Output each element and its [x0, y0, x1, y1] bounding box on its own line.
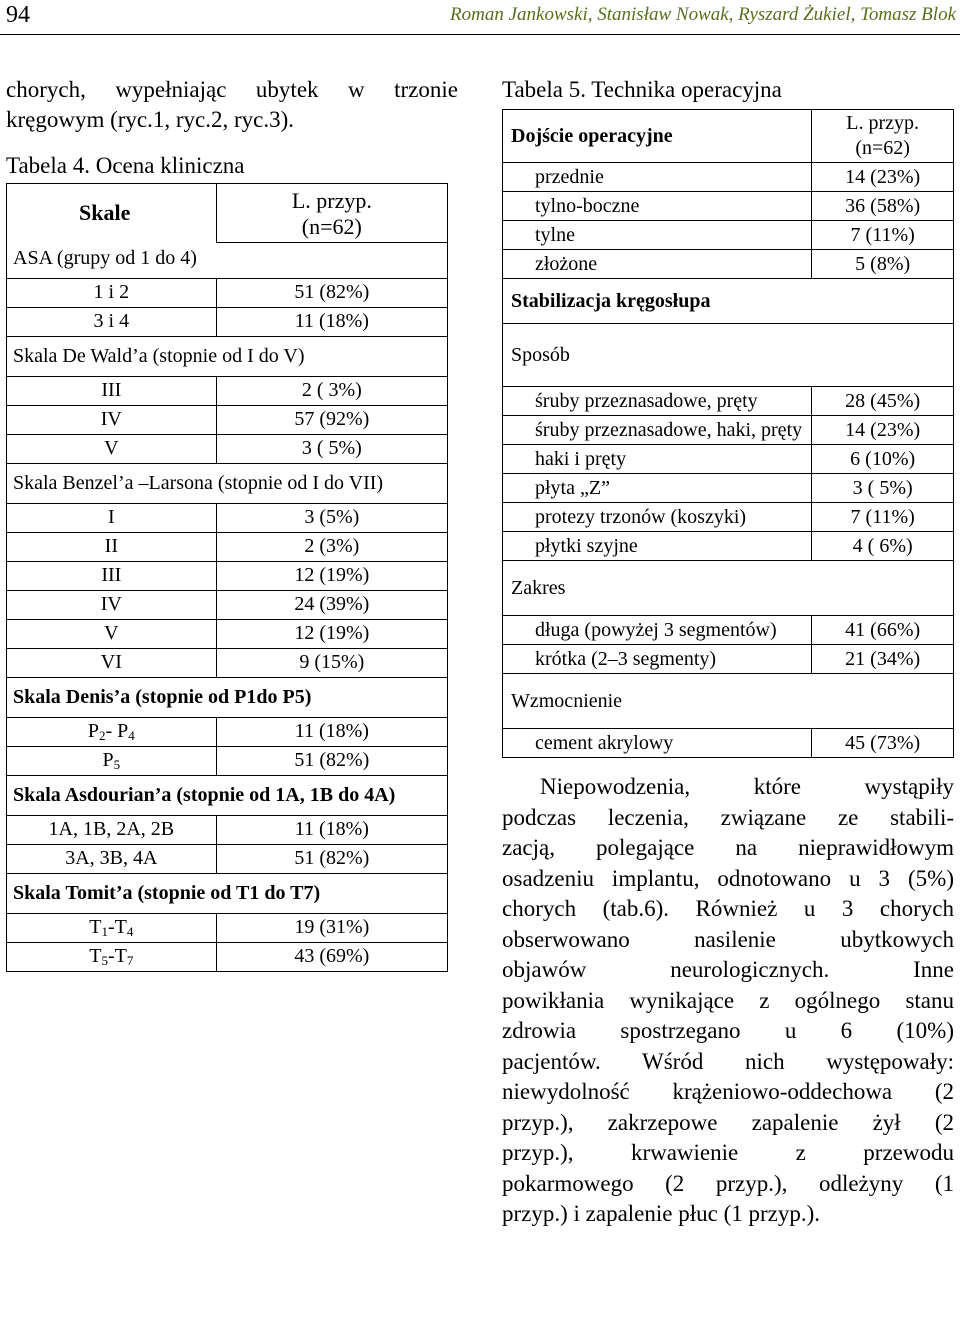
table5-reinforcement-section	[503, 674, 954, 729]
table4-row	[7, 590, 448, 619]
paragraph-line: obserwowano nasilenie ubytkowych	[502, 926, 954, 952]
header-rule	[0, 34, 960, 35]
table4-section-row	[7, 677, 448, 717]
table5-range-section-title: Zakres	[503, 561, 954, 616]
table4-cell-value: 51 (82%)	[216, 844, 447, 873]
table5-cell-value: 3 ( 5%)	[812, 474, 954, 503]
table4-cell-label: IV	[7, 405, 217, 434]
table4-row	[7, 717, 448, 746]
left-column	[6, 75, 458, 972]
paragraph-line: pokarmowego (2 przyp.), odleżyny (1	[502, 1170, 954, 1196]
table4-cell-label: III	[7, 376, 217, 405]
table4-row	[7, 376, 448, 405]
table5-cell-label: śruby przeznasadowe, haki, pręty	[503, 416, 812, 445]
table4-row	[7, 405, 448, 434]
table-4-clinical-evaluation	[6, 183, 448, 972]
table4-section-row	[7, 336, 448, 376]
table4-cell-label: V	[7, 434, 217, 463]
table4-cell-value: 11 (18%)	[216, 717, 447, 746]
table5-reinforcement-section-title: Wzmocnienie	[503, 674, 954, 729]
table5-header-row	[503, 110, 954, 163]
table5-cell-label: protezy trzonów (koszyki)	[503, 503, 812, 532]
table5-cell-value: 28 (45%)	[812, 387, 954, 416]
table4-cell-value: 11 (18%)	[216, 307, 447, 336]
paragraph-line: osadzeniu implantu, odnotowano u 3 (5%)	[502, 865, 954, 891]
table4-cell-value: 51 (82%)	[216, 278, 447, 307]
table5-cell-label: cement akrylowy	[503, 729, 812, 758]
table4-section-title: Skala Benzel’a –Larsona (stopnie od I do VII)	[7, 463, 448, 503]
table4-section-row	[7, 242, 448, 278]
table4-cell-label: III	[7, 561, 217, 590]
table4-cell-label: I	[7, 503, 217, 532]
table4-row	[7, 619, 448, 648]
table5-cell-label: długa (powyżej 3 segmentów)	[503, 616, 812, 645]
table4-cell-label: 3 i 4	[7, 307, 217, 336]
table5-col1-header: Dojście operacyjne	[503, 110, 812, 163]
table4-cell-label: 3A, 3B, 4A	[7, 844, 217, 873]
table4-cell-label: II	[7, 532, 217, 561]
table5-reinforcement-row	[503, 729, 954, 758]
paragraph-line: zdrowia spostrzegano u 6 (10%)	[502, 1018, 954, 1043]
table5-method-section	[503, 324, 954, 387]
table4-cell-label: IV	[7, 590, 217, 619]
table5-stabilization-section	[503, 279, 954, 324]
table5-cell-value: 7 (11%)	[812, 221, 954, 250]
table5-cell-value: 14 (23%)	[812, 416, 954, 445]
table4-cell-label: $T_1-T_4$	[7, 913, 217, 942]
table5-cell-label: haki i pręty	[503, 445, 812, 474]
paragraph-line: przyp.), zakrzepowe zapalenie żył (2	[502, 1109, 954, 1135]
table5-range-section	[503, 561, 954, 616]
table4-col2-header: L. przyp. (n=62)	[216, 184, 447, 243]
table4-cell-label: $T_5-T_7$	[7, 942, 217, 971]
table4-section-title: Skala Asdourian’a (stopnie od 1A, 1B do 4A)	[7, 775, 448, 815]
table4-row	[7, 815, 448, 844]
paragraph-line: niewydolność krążeniowo-oddechowa (2	[502, 1079, 954, 1104]
table5-cell-label: tylno-boczne	[503, 192, 812, 221]
table4-cell-value: 2 (3%)	[216, 532, 447, 561]
table5-cell-value: 45 (73%)	[812, 729, 954, 758]
table4-cell-label: 1A, 1B, 2A, 2B	[7, 815, 217, 844]
table4-row	[7, 532, 448, 561]
paragraph-line: pacjentów. Wśród nich występowały:	[502, 1048, 954, 1074]
paragraph-line: Niepowodzenia, które wystąpiły	[540, 774, 954, 799]
table4-row	[7, 307, 448, 336]
table4-caption: Tabela 4. Ocena kliniczna	[6, 153, 245, 178]
table5-cell-label: płytki szyjne	[503, 532, 812, 561]
table4-cell-value: 51 (82%)	[216, 746, 447, 775]
table4-row	[7, 844, 448, 873]
table4-section-title: ASA (grupy od 1 do 4)	[7, 242, 448, 278]
table5-range-row	[503, 645, 954, 674]
table4-row	[7, 278, 448, 307]
table5-stabilization-section-title: Stabilizacja kręgosłupa	[503, 279, 954, 324]
table4-cell-value: 12 (19%)	[216, 619, 447, 648]
table5-cell-value: 5 (8%)	[812, 250, 954, 279]
paragraph-line: przyp.) i zapalenie płuc (1 przyp.).	[502, 1201, 821, 1226]
table5-approach-row	[503, 192, 954, 221]
paragraph-line: objawów neurologicznych. Inne	[502, 957, 954, 982]
page-number: 94	[6, 2, 30, 28]
table4-section-row	[7, 463, 448, 503]
table-5-surgical-technique	[502, 109, 954, 758]
table4-col1-header: Skale	[7, 184, 217, 243]
table4-cell-value: 12 (19%)	[216, 561, 447, 590]
table4-row	[7, 561, 448, 590]
table4-cell-value: 19 (31%)	[216, 913, 447, 942]
table5-approach-row	[503, 221, 954, 250]
table4-cell-value: 24 (39%)	[216, 590, 447, 619]
table4-cell-value: 3 (5%)	[216, 503, 447, 532]
table5-method-row	[503, 474, 954, 503]
table5-cell-label: śruby przeznasadowe, pręty	[503, 387, 812, 416]
body-paragraph	[502, 772, 954, 1230]
table4-row	[7, 503, 448, 532]
table4-cell-value: 57 (92%)	[216, 405, 447, 434]
intro-line-2: kręgowym (ryc.1, ryc.2, ryc.3).	[6, 107, 295, 132]
page-header	[0, 0, 960, 34]
table4-cell-value: 3 ( 5%)	[216, 434, 447, 463]
paragraph-line: zacją, polegające na nieprawidłowym	[502, 835, 954, 860]
table4-cell-value: 43 (69%)	[216, 942, 447, 971]
table4-row	[7, 746, 448, 775]
table5-cell-value: 21 (34%)	[812, 645, 954, 674]
table4-cell-value: 11 (18%)	[216, 815, 447, 844]
table4-cell-value: 2 ( 3%)	[216, 376, 447, 405]
table5-cell-value: 41 (66%)	[812, 616, 954, 645]
table5-cell-label: przednie	[503, 163, 812, 192]
table5-cell-label: płyta „Z”	[503, 474, 812, 503]
table4-row	[7, 434, 448, 463]
paragraph-line: chorych (tab.6). Również u 3 chorych	[502, 896, 954, 921]
table5-approach-row	[503, 163, 954, 192]
table4-row	[7, 913, 448, 942]
table5-range-row	[503, 616, 954, 645]
table4-section-title: Skala De Wald’a (stopnie od I do V)	[7, 336, 448, 376]
table5-cell-label: złożone	[503, 250, 812, 279]
table4-cell-label: 1 i 2	[7, 278, 217, 307]
table4-cell-label: VI	[7, 648, 217, 677]
table5-caption: Tabela 5. Technika operacyjna	[502, 77, 782, 102]
table4-header-row	[7, 184, 448, 243]
paragraph-line: powikłania wynikające z ogólnego stanu	[502, 987, 954, 1013]
table4-row	[7, 648, 448, 677]
table4-section-title: Skala Denis’a (stopnie od P1do P5)	[7, 677, 448, 717]
table5-approach-row	[503, 250, 954, 279]
table5-col2-header: L. przyp. (n=62)	[812, 110, 954, 163]
intro-line-1: chorych, wypełniając ubytek w trzonie	[6, 77, 458, 102]
table5-cell-label: krótka (2–3 segmenty)	[503, 645, 812, 674]
table4-section-row	[7, 775, 448, 815]
running-header-authors: Roman Jankowski, Stanisław Nowak, Ryszard Żukiel, Tomasz Blok	[450, 4, 956, 25]
paragraph-line: podczas leczenia, związane ze stabili-	[502, 804, 954, 830]
table5-method-section-title: Sposób	[503, 324, 954, 387]
paragraph-line: przyp.), krwawienie z przewodu	[502, 1140, 954, 1165]
table5-method-row	[503, 532, 954, 561]
table4-cell-value: 9 (15%)	[216, 648, 447, 677]
table4-cell-label: V	[7, 619, 217, 648]
table4-cell-label: $P_5$	[7, 746, 217, 775]
table5-cell-value: 14 (23%)	[812, 163, 954, 192]
table4-section-title: Skala Tomit’a (stopnie od T1 do T7)	[7, 873, 448, 913]
right-column	[502, 75, 954, 1230]
table4-cell-label: $P_2-$ $P_4$	[7, 717, 217, 746]
table5-method-row	[503, 503, 954, 532]
table5-cell-label: tylne	[503, 221, 812, 250]
table5-cell-value: 36 (58%)	[812, 192, 954, 221]
table5-method-row	[503, 416, 954, 445]
table5-method-row	[503, 387, 954, 416]
table5-method-row	[503, 445, 954, 474]
table4-section-row	[7, 873, 448, 913]
table5-cell-value: 4 ( 6%)	[812, 532, 954, 561]
table5-cell-value: 7 (11%)	[812, 503, 954, 532]
table5-cell-value: 6 (10%)	[812, 445, 954, 474]
table4-row	[7, 942, 448, 971]
